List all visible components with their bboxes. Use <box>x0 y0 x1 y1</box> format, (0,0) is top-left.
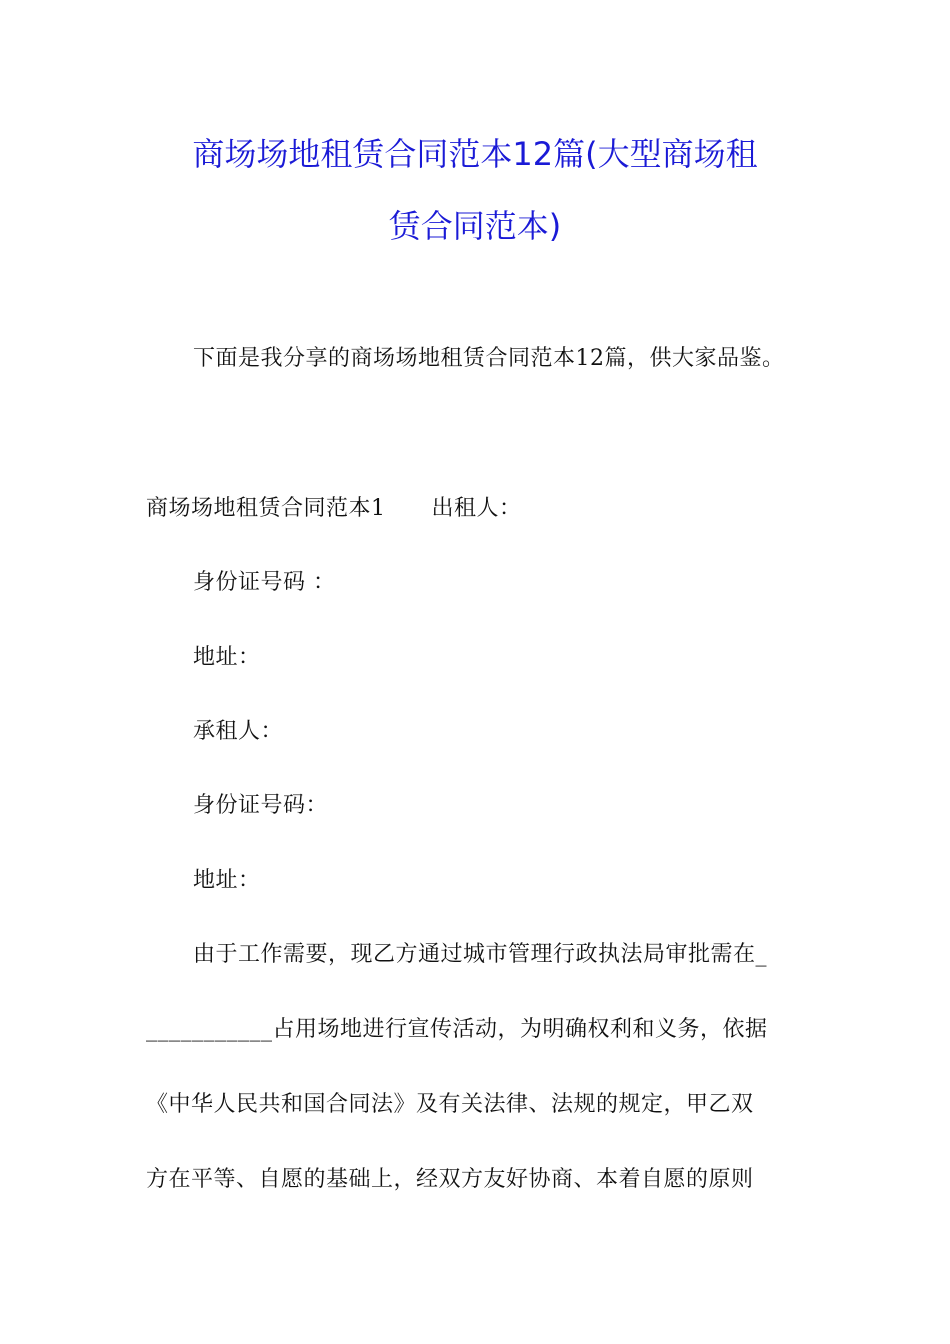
lessor-address-label: 地址： <box>193 645 261 670</box>
document-title-line2: 赁合同范本) <box>388 207 562 245</box>
lessee-address-label: 地址： <box>193 868 261 893</box>
lessor-label: 出租人： <box>431 496 522 521</box>
section-heading: 商场场地租赁合同范本1 <box>146 496 386 521</box>
intro-paragraph: 下面是我分享的商场场地租赁合同范本12篇，供大家品鉴。 <box>193 346 785 371</box>
section-heading-line <box>146 494 522 524</box>
body-paragraph-line2: ___________占用场地进行宣传活动，为明确权利和义务，依据 <box>146 1017 768 1042</box>
lessee-id-label: 身份证号码： <box>193 793 329 818</box>
body-paragraph-line1: 由于工作需要，现乙方通过城市管理行政执法局审批需在_ <box>193 942 768 967</box>
document-title-line1: 商场场地租赁合同范本12篇(大型商场租 <box>192 135 758 173</box>
lessee-label: 承租人： <box>193 719 284 744</box>
lessor-id-label: 身份证号码 ： <box>193 570 336 595</box>
body-paragraph-line3: 《中华人民共和国合同法》及有关法律、法规的规定，甲乙双 <box>146 1092 754 1117</box>
body-paragraph-line4: 方在平等、自愿的基础上，经双方友好协商、本着自愿的原则 <box>146 1167 754 1192</box>
